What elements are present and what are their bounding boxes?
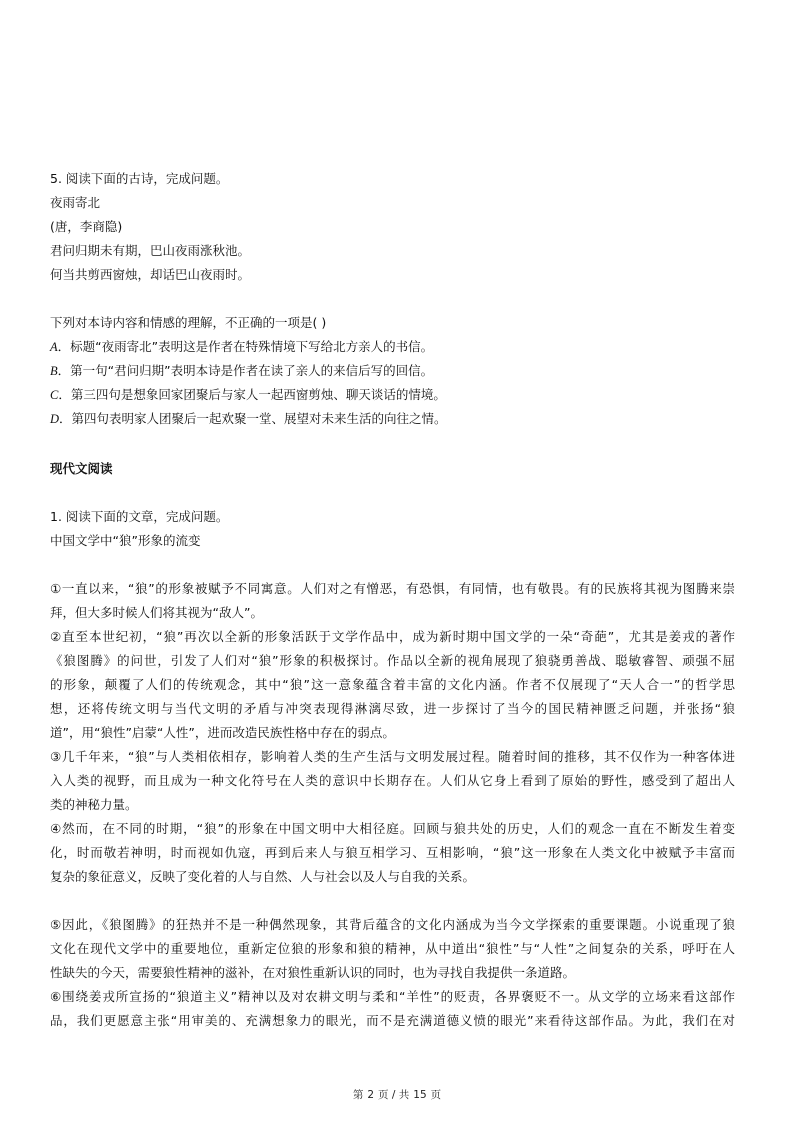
question-5-intro: 5. 阅读下面的古诗，完成问题。 xyxy=(50,171,229,186)
section-title: 现代文阅读 xyxy=(50,461,113,476)
article-title: 中国文学中“狼”形象的流变 xyxy=(50,533,201,548)
article-line-15: 文化在现代文学中的重要地位，重新定位狼的形象和狼的精神，从中道出“狼性”与“人性”之间复杂的关系，呼吁在人 xyxy=(50,941,735,956)
article-line-3: ②直至本世纪初，“狼”再次以全新的形象活跃于文学作品中，成为新时期中国文学的一朵“奇葩”，尤其是姜戎的著作 xyxy=(50,629,735,644)
option-b-text: ．第一句“君问归期”表明本诗是作者在读了亲人的来信后写的回信。 xyxy=(57,363,434,378)
article-line-6: 想，还将传统文明与当代文明的矛盾与冲突表现得淋漓尽致，进一步探讨了当今的国民精神匮乏问题，并张扬“狼 xyxy=(50,701,735,716)
article-line-12: 化，时而敬若神明，时而视如仇寇，再到后来人与狼互相学习、互相影响，“狼”这一形象在人类文化中被赋予丰富而 xyxy=(50,845,735,860)
article-line-17: ⑥围绕姜戎所宣扬的“狼道主义”精神以及对农耕文明与柔和“羊性”的贬责，各界褒贬不一。从文学的立场来看这部作 xyxy=(50,989,735,1004)
article-line-13: 复杂的象征意义，反映了变化着的人与自然、人与社会以及人与自我的关系。 xyxy=(50,869,476,884)
poem-author: (唐，李商隐) xyxy=(50,219,123,234)
article-line-18: 品，我们更愿意主张“用审美的、充满想象力的眼光，而不是充满道德义愤的眼光”来看待这部作品。为此，我们在对 xyxy=(50,1013,735,1028)
article-line-8: ③几千年来，“狼”与人类相依相存，影响着人类的生产生活与文明发展过程。随着时间的推移，其不仅作为一种客体进 xyxy=(50,749,735,764)
option-b-letter: B xyxy=(50,364,58,378)
option-b xyxy=(50,363,433,379)
page-footer xyxy=(0,1088,794,1102)
article-line-4: 《狼图腾》的问世，引发了人们对“狼”形象的积极探讨。作品以全新的视角展现了狼骁勇善战、聪敏睿智、顽强不屈 xyxy=(50,653,735,668)
poem-line-2: 何当共剪西窗烛，却话巴山夜雨时。 xyxy=(50,267,251,282)
article-line-2: 拜，但大多时候人们将其视为“敌人”。 xyxy=(50,605,263,620)
article-line-9: 入人类的视野，而且成为一种文化符号在人类的意识中长期存在。人们从它身上看到了原始的野性，感受到了超出人 xyxy=(50,773,735,788)
poem-title: 夜雨寄北 xyxy=(50,195,101,210)
footer-page-number: 2 xyxy=(367,1089,375,1101)
article-line-14: ⑤因此，《狼图腾》的狂热并不是一种偶然现象，其背后蕴含的文化内涵成为当今文学探索的重要课题。小说重现了狼 xyxy=(50,917,735,932)
option-d xyxy=(50,411,447,427)
article-line-11: ④然而，在不同的时期，“狼”的形象在中国文明中大相径庭。回顾与狼共处的历史，人们的观念一直在不断发生着变 xyxy=(50,821,735,836)
option-c-letter: C xyxy=(50,388,59,402)
footer-mid: 页 / 共 xyxy=(378,1089,410,1101)
option-a-text: ．标题“夜雨寄北”表明这是作者在特殊情境下写给北方亲人的书信。 xyxy=(57,339,434,354)
footer-prefix: 第 xyxy=(352,1089,364,1101)
option-c-text: ．第三四句是想象回家团聚后与家人一起西窗剪烛、聊天谈话的情境。 xyxy=(58,387,446,402)
footer-total-pages: 15 xyxy=(413,1089,427,1101)
article-line-5: 的形象，颠覆了人们的传统观念，其中“狼”这一意象蕴含着丰富的文化内涵。作者不仅展现了“天人合一”的哲学思 xyxy=(50,677,735,692)
option-d-text: ．第四句表明家人团聚后一起欢聚一堂、展望对未来生活的向往之情。 xyxy=(59,411,447,426)
question-5-stem: 下列对本诗内容和情感的理解，不正确的一项是( ) xyxy=(50,315,327,330)
footer-suffix: 页 xyxy=(430,1089,442,1101)
article-line-7: 道”，用“狼性”启蒙“人性”，进而改造民族性格中存在的弱点。 xyxy=(50,725,395,740)
option-d-letter: D xyxy=(50,412,60,426)
poem-line-1: 君问归期未有期，巴山夜雨涨秋池。 xyxy=(50,243,251,258)
question-1-intro: 1. 阅读下面的文章，完成问题。 xyxy=(50,509,229,524)
option-a xyxy=(50,339,433,355)
article-line-10: 类的神秘力量。 xyxy=(50,797,138,812)
option-c xyxy=(50,387,446,403)
option-a-letter: A xyxy=(50,340,58,354)
article-line-1: ①一直以来，“狼”的形象被赋予不同寓意。人们对之有憎恶，有恐惧，有同情，也有敬畏。有的民族将其视为图腾来崇 xyxy=(50,581,735,596)
article-line-16: 性缺失的今天，需要狼性精神的滋补，在对狼性重新认识的同时，也为寻找自我提供一条道路。 xyxy=(50,965,576,980)
